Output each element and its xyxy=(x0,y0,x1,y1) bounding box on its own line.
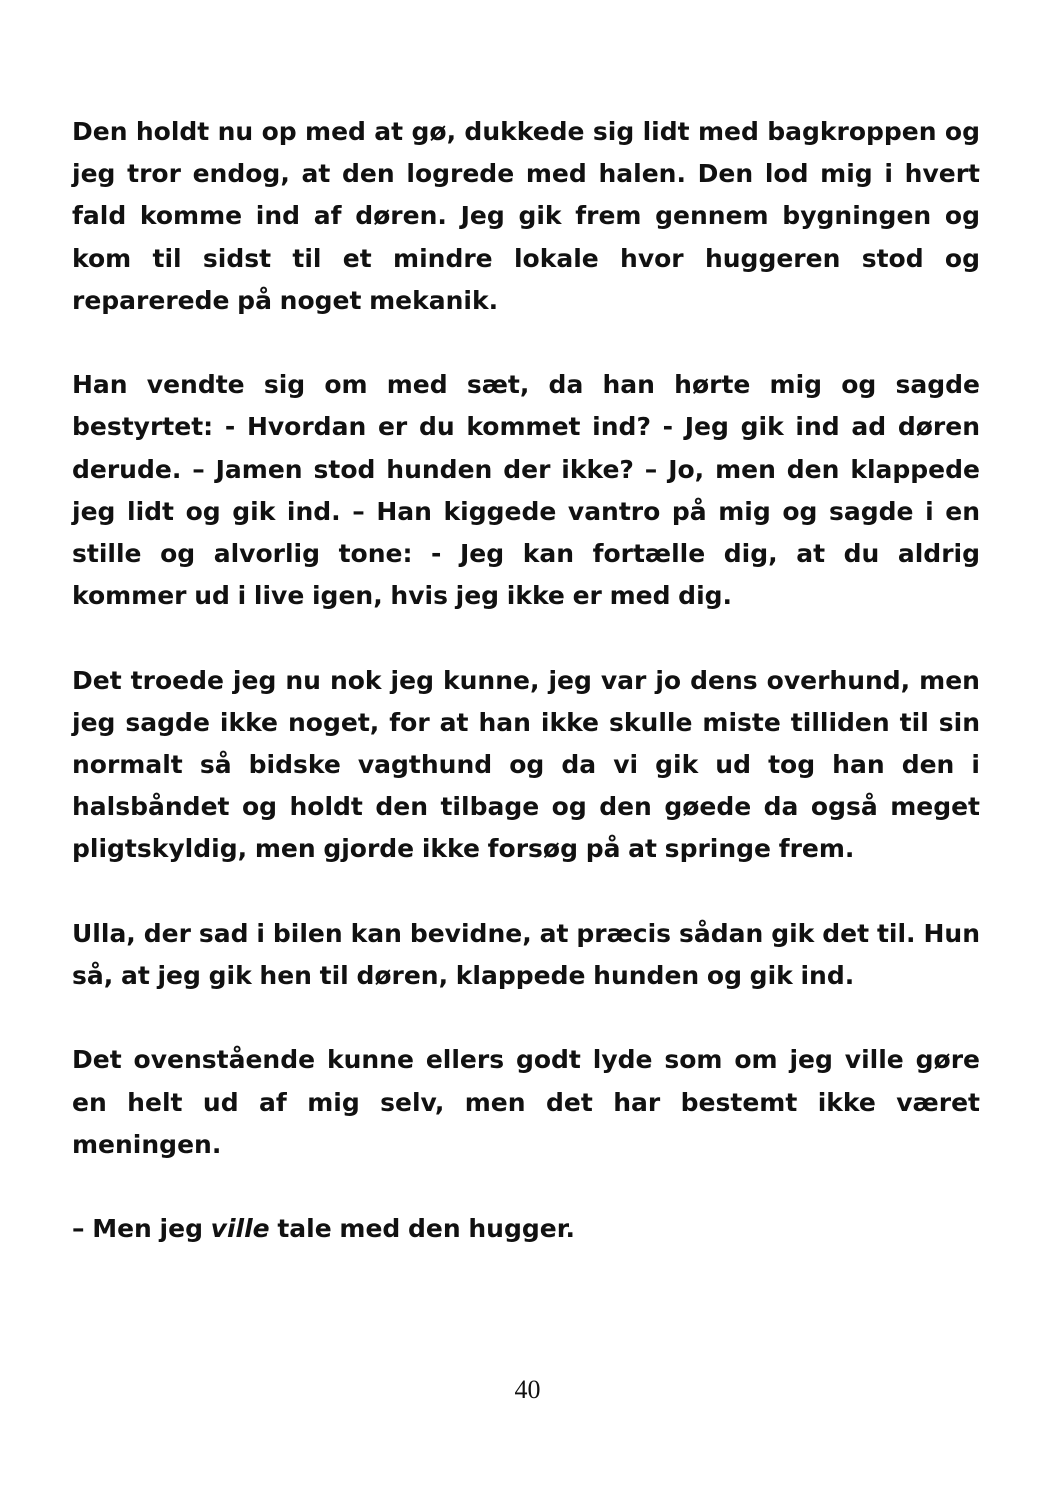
paragraph-3: Det troede jeg nu nok jeg kunne, jeg var jo dens overhund, men jeg sagde ikke noget, for at han ikke skulle miste tilliden til sin normalt så bidske vagthund og da vi gik ud tog han den i halsbåndet og holdt den tilbage og den gøede da også meget pligtskyldig, men gjorde ikke forsøg på at springe frem. xyxy=(72,665,980,864)
paragraph-4: Ulla, der sad i bilen kan bevidne, at præcis sådan gik det til. Hun så, at jeg gik hen til døren, klappede hunden og gik ind. xyxy=(72,918,980,991)
paragraph-1: Den holdt nu op med at gø, dukkede sig lidt med bagkroppen og jeg tror endog, at den logrede med halen. Den lod mig i hvert fald komme ind af døren. Jeg gik frem gennem bygningen og kom til sidst til et mindre lokale hvor huggeren stod og reparerede på noget mekanik. xyxy=(72,117,980,315)
page-number: 40 xyxy=(514,1375,541,1404)
paragraph-2: Han vendte sig om med sæt, da han hørte mig og sagde bestyrtet: - Hvordan er du kommet ind? - Jeg gik ind ad døren derude. – Jamen stod hunden der ikke? – Jo, men den klappede jeg lidt og gik ind. – Han kiggede vantro på mig og sagde i en stille og alvorlig tone: - Jeg kan fortælle dig, at du aldrig kommer ud i live igen, hvis jeg ikke er med dig. xyxy=(72,370,980,611)
paragraph-5: Det ovenstående kunne ellers godt lyde som om jeg ville gøre en helt ud af mig selv, men det har bestemt ikke været meningen. xyxy=(72,1045,980,1159)
paragraph-6 xyxy=(72,1208,980,1250)
last-line-prefix: – Men jeg xyxy=(72,1214,211,1244)
last-line-emphasis: ville xyxy=(210,1214,270,1244)
last-line-suffix: tale med den hugger. xyxy=(269,1214,575,1244)
page-body xyxy=(72,111,980,1293)
